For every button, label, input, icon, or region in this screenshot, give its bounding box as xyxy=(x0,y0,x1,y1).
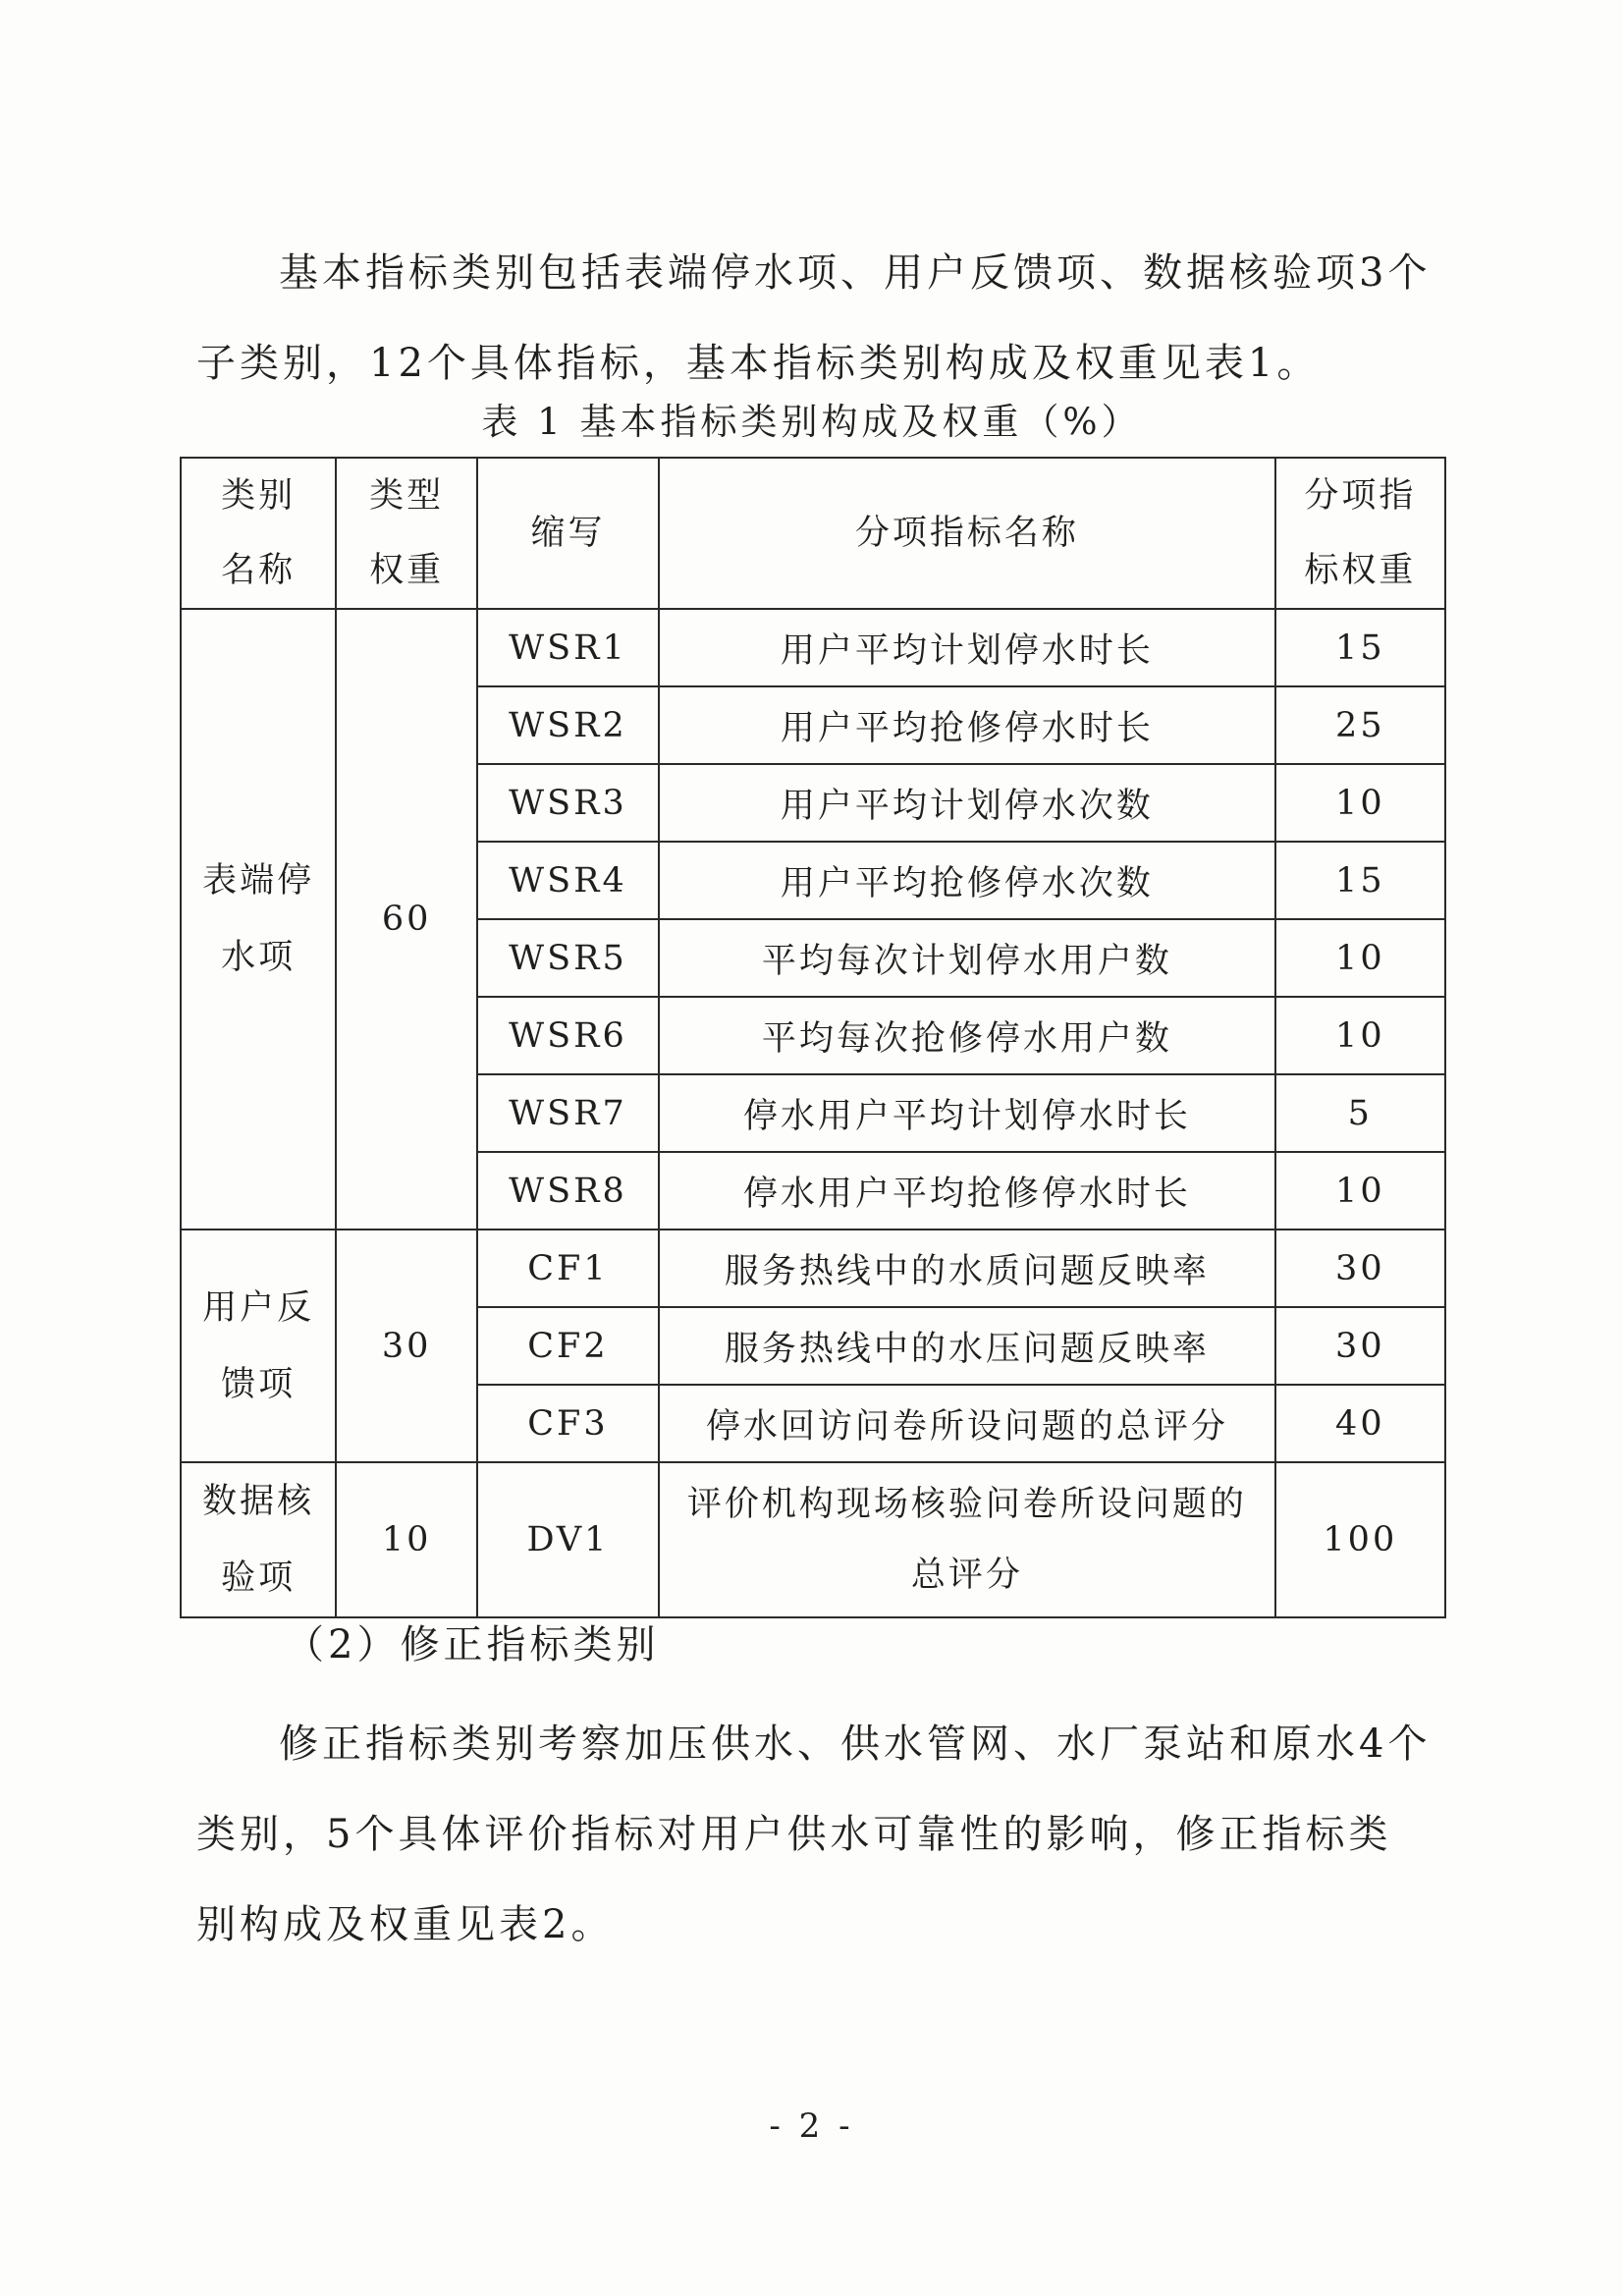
group-name-cell xyxy=(181,609,336,1230)
weight-cell: 30 xyxy=(1275,1230,1445,1307)
indicator-name-cell: 服务热线中的水压问题反映率 xyxy=(659,1307,1275,1385)
section-heading: （2）修正指标类别 xyxy=(285,1622,660,1667)
abbr-cell: WSR1 xyxy=(477,609,659,686)
indicator-name-cell: 用户平均计划停水次数 xyxy=(659,764,1275,842)
abbr-cell: CF2 xyxy=(477,1307,659,1385)
weight-cell: 10 xyxy=(1275,1152,1445,1230)
table-caption: 表 1 基本指标类别构成及权重（%） xyxy=(481,401,1142,443)
indicator-name-cell: 用户平均抢修停水时长 xyxy=(659,686,1275,764)
page-number: - 2 - xyxy=(769,2106,854,2146)
header-indicator-name: 分项指标名称 xyxy=(659,458,1275,609)
weight-cell: 15 xyxy=(1275,842,1445,919)
abbr-cell: WSR6 xyxy=(477,997,659,1074)
intro-paragraph: 基本指标类别包括表端停水项、用户反馈项、数据核验项3个子类别，12个具体指标，基本指标类别构成及权重见表1。 xyxy=(196,250,1432,386)
group-name-cell xyxy=(181,1230,336,1462)
header-abbr: 缩写 xyxy=(477,458,659,609)
header-type-weight-line2: 权重 xyxy=(369,551,445,590)
group-weight-cell: 60 xyxy=(336,609,476,1230)
correction-paragraph: 修正指标类别考察加压供水、供水管网、水厂泵站和原水4个类别，5个具体评价指标对用户供水可靠性的影响，修正指标类别构成及权重见表2。 xyxy=(196,1722,1432,1947)
abbr-cell: WSR2 xyxy=(477,686,659,764)
group-weight-cell: 10 xyxy=(336,1462,476,1617)
header-category xyxy=(181,458,336,609)
group-name-line1: 表端停 xyxy=(202,861,315,901)
group-name-line2: 水项 xyxy=(221,938,297,977)
header-sub-weight-line1: 分项指 xyxy=(1304,476,1417,516)
weight-cell: 10 xyxy=(1275,919,1445,997)
indicator-name-line1: 评价机构现场核验问卷所设问题的 xyxy=(686,1485,1247,1524)
header-sub-weight-line2: 标权重 xyxy=(1304,551,1417,590)
group-name-line2: 验项 xyxy=(221,1558,297,1598)
indicator-name-cell: 平均每次抢修停水用户数 xyxy=(659,997,1275,1074)
abbr-cell: CF3 xyxy=(477,1385,659,1462)
abbr-cell: CF1 xyxy=(477,1230,659,1307)
indicator-name-cell: 用户平均抢修停水次数 xyxy=(659,842,1275,919)
indicator-name-cell: 停水用户平均抢修停水时长 xyxy=(659,1152,1275,1230)
indicator-name-cell: 用户平均计划停水时长 xyxy=(659,609,1275,686)
abbr-cell: DV1 xyxy=(477,1462,659,1617)
weight-cell: 25 xyxy=(1275,686,1445,764)
group-name-line1: 用户反 xyxy=(202,1287,315,1328)
indicator-name-cell: 停水回访问卷所设问题的总评分 xyxy=(659,1385,1275,1462)
abbr-cell: WSR3 xyxy=(477,764,659,842)
indicator-name-line2: 总评分 xyxy=(910,1556,1023,1595)
weight-cell: 100 xyxy=(1275,1462,1445,1617)
weight-cell: 10 xyxy=(1275,764,1445,842)
indicator-name-cell: 服务热线中的水质问题反映率 xyxy=(659,1230,1275,1307)
header-type-weight-line1: 类型 xyxy=(369,476,445,516)
header-type-weight xyxy=(336,458,476,609)
indicator-name-cell: 停水用户平均计划停水时长 xyxy=(659,1074,1275,1152)
weight-cell: 15 xyxy=(1275,609,1445,686)
header-category-line2: 名称 xyxy=(221,551,297,590)
group-name-cell xyxy=(181,1462,336,1617)
group-weight-cell: 30 xyxy=(336,1230,476,1462)
indicator-table xyxy=(180,457,1446,1618)
table-row xyxy=(181,1462,1445,1617)
weight-cell: 30 xyxy=(1275,1307,1445,1385)
weight-cell: 5 xyxy=(1275,1074,1445,1152)
abbr-cell: WSR5 xyxy=(477,919,659,997)
table-row xyxy=(181,609,1445,686)
weight-cell: 40 xyxy=(1275,1385,1445,1462)
header-sub-weight xyxy=(1275,458,1445,609)
table-row xyxy=(181,1230,1445,1307)
indicator-name-cell: 平均每次计划停水用户数 xyxy=(659,919,1275,997)
group-name-line2: 馈项 xyxy=(221,1364,297,1404)
table-header-row xyxy=(181,458,1445,609)
header-category-line1: 类别 xyxy=(221,476,297,516)
group-name-line1: 数据核 xyxy=(202,1482,315,1521)
abbr-cell: WSR4 xyxy=(477,842,659,919)
indicator-name-cell xyxy=(659,1462,1275,1617)
weight-cell: 10 xyxy=(1275,997,1445,1074)
abbr-cell: WSR7 xyxy=(477,1074,659,1152)
abbr-cell: WSR8 xyxy=(477,1152,659,1230)
